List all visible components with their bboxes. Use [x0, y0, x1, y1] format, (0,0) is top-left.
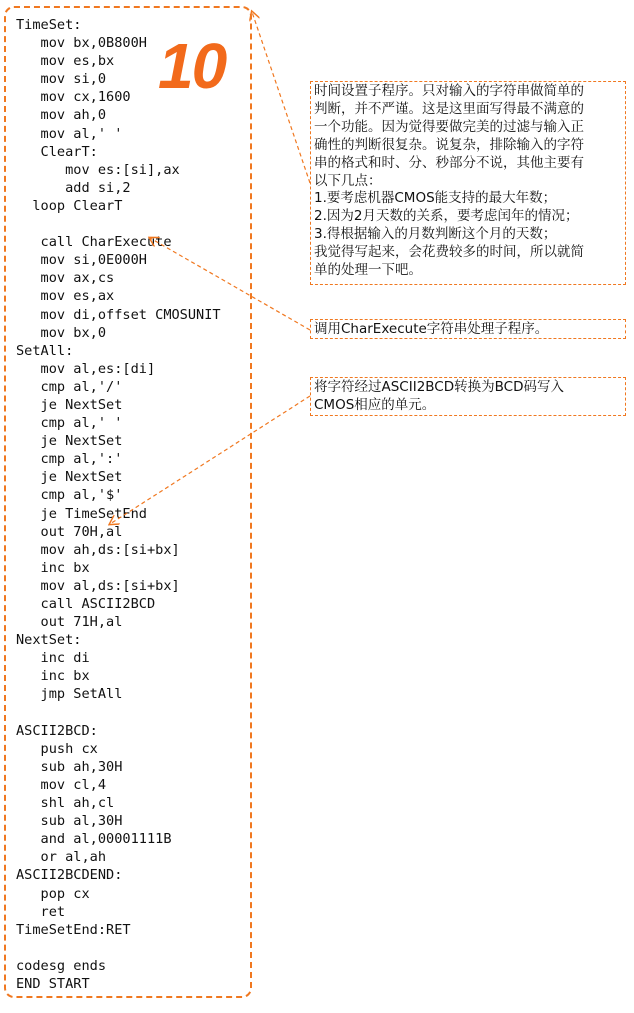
- arrow-ascii2bcd: [110, 396, 310, 524]
- code-line: codesg ends: [16, 957, 107, 974]
- code-line: mov ah,0: [16, 107, 107, 124]
- code-line: inc bx: [16, 668, 90, 685]
- code-line: sub ah,30H: [16, 758, 123, 775]
- arrow-timeset: [252, 12, 310, 183]
- code-line: mov si,0: [16, 71, 107, 88]
- code-line: mov al,ds:[si+bx]: [16, 577, 180, 594]
- code-line: call ASCII2BCD: [16, 596, 156, 612]
- code-line: and al,00001111B: [16, 831, 172, 848]
- arrow-charexecute: [150, 238, 310, 330]
- note-line: 将字符经过ASCII2BCD转换为BCD码写入: [314, 379, 564, 395]
- note-line: 时间设置子程序。只对输入的字符串做简单的: [314, 83, 584, 99]
- code-line: je TimeSetEnd: [16, 505, 147, 522]
- code-line: mov bx,0B800H: [16, 35, 147, 52]
- code-line: add si,2: [16, 179, 131, 196]
- note-line: 3.得根据输入的月数判断这个月的天数；: [314, 226, 557, 243]
- note-line: 2.因为2月天数的关系，要考虑闰年的情况；: [314, 208, 579, 225]
- code-line: call CharExecute: [16, 234, 172, 251]
- code-line: mov cx,1600: [16, 89, 131, 106]
- code-line: ret: [16, 903, 66, 920]
- code-line: mov ah,ds:[si+bx]: [16, 541, 180, 558]
- code-line: mov cl,4: [16, 776, 107, 793]
- code-line: ASCII2BCDEND:: [16, 867, 123, 884]
- code-line: mov al,es:[di]: [16, 360, 156, 377]
- code-line: je NextSet: [16, 433, 123, 450]
- note-line: 一个功能。因为觉得要做完美的过滤与输入正: [314, 118, 584, 135]
- code-line: TimeSetEnd:RET: [16, 921, 131, 938]
- code-line: mov es:[si],ax: [16, 161, 180, 178]
- code-line: mov al,' ': [16, 125, 123, 142]
- code-line: je NextSet: [16, 469, 123, 486]
- note-line: 串的格式和时、分、秒部分不说，其他主要有: [314, 154, 584, 171]
- code-line: mov ax,cs: [16, 270, 115, 287]
- code-line: TimeSet:: [16, 17, 82, 33]
- code-line: mov di,offset CMOSUNIT: [16, 306, 221, 323]
- code-line: ASCII2BCD:: [16, 722, 98, 739]
- code-line: mov bx,0: [16, 324, 107, 341]
- note-line: 确性的判断很复杂。说复杂，排除输入的字符: [314, 136, 584, 153]
- note-line: 以下几点：: [314, 172, 382, 189]
- note-line: 调用CharExecute字符串处理子程序。: [314, 321, 549, 337]
- code-line: NextSet:: [16, 632, 82, 649]
- code-line: sub al,30H: [16, 813, 123, 830]
- note-line: 判断，并不严谨。这是这里面写得最不满意的: [314, 100, 584, 117]
- code-line: push cx: [16, 740, 98, 757]
- code-line: loop ClearT: [16, 197, 123, 214]
- code-line: inc bx: [16, 559, 90, 576]
- code-line: cmp al,' ': [16, 415, 123, 432]
- note-line: 单的处理一下吧。: [314, 262, 422, 279]
- code-line: ClearT:: [16, 143, 98, 160]
- code-line: pop cx: [16, 885, 90, 902]
- code-line: out 71H,al: [16, 614, 123, 631]
- page-number-badge: 10: [158, 30, 226, 102]
- code-line: mov es,ax: [16, 288, 115, 305]
- code-line: or al,ah: [16, 849, 107, 866]
- code-line: je NextSet: [16, 396, 123, 413]
- code-line: cmp al,':': [16, 451, 123, 468]
- code-line: shl ah,cl: [16, 795, 115, 812]
- code-line: mov si,0E000H: [16, 252, 147, 269]
- code-line: SetAll:: [16, 342, 74, 359]
- note-line: 我觉得写起来，会花费较多的时间，所以就简: [314, 244, 584, 261]
- code-line: cmp al,'/': [16, 378, 123, 395]
- code-line: END START: [16, 975, 90, 992]
- code-line: jmp SetAll: [16, 686, 123, 703]
- code-line: cmp al,'$': [16, 487, 123, 504]
- note-line: CMOS相应的单元。: [314, 396, 436, 413]
- code-line: out 70H,al: [16, 523, 123, 540]
- code-line: mov es,bx: [16, 53, 115, 70]
- note-line: 1.要考虑机器CMOS能支持的最大年数；: [314, 190, 557, 207]
- code-line: inc di: [16, 650, 90, 667]
